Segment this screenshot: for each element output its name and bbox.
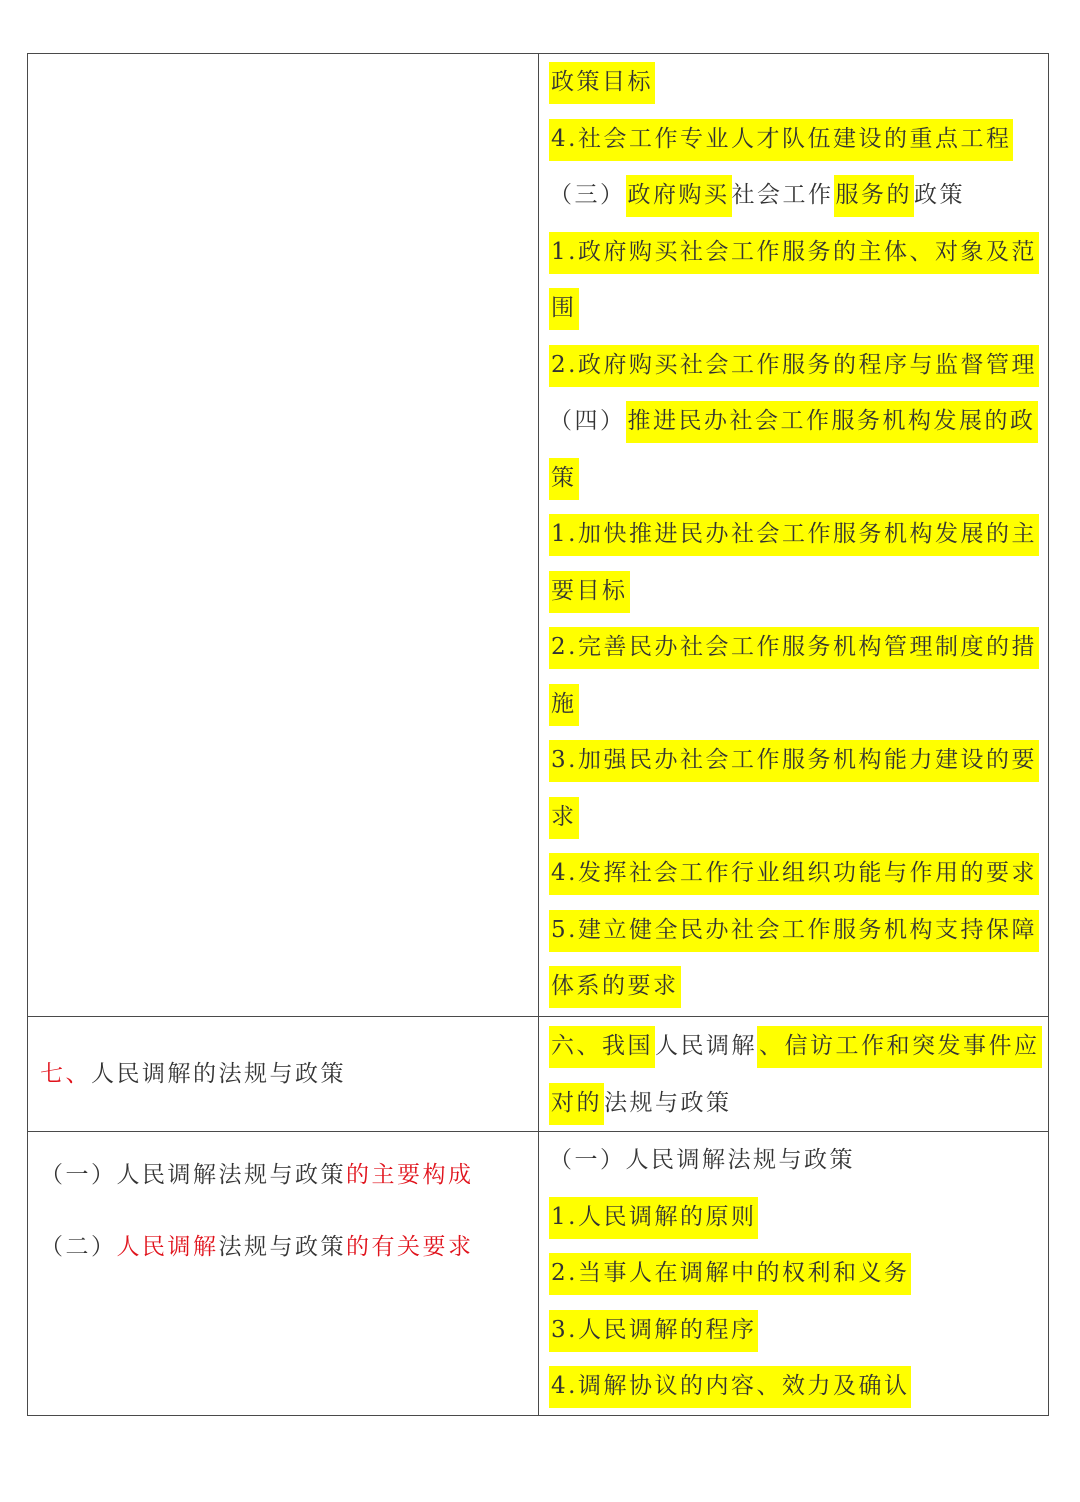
highlighted-text: 策 [549, 458, 579, 500]
plain-text: 政策 [914, 182, 965, 208]
outline-line [549, 958, 1038, 1015]
highlighted-text: 服务的 [834, 175, 915, 217]
outline-line [549, 167, 1038, 224]
left-cell-section-title [28, 1017, 539, 1132]
highlighted-text: 要目标 [549, 571, 630, 613]
outline-line [549, 506, 1038, 563]
outline-line [549, 1018, 1038, 1075]
highlighted-text: 2.政府购买社会工作服务的程序与监督管理 [549, 345, 1039, 387]
outline-line [549, 845, 1038, 902]
highlighted-text: 求 [549, 797, 579, 839]
outline-line [549, 1302, 1038, 1359]
red-text: 七、 [40, 1061, 91, 1087]
outline-line [549, 732, 1038, 789]
outline-line [549, 393, 1038, 450]
highlighted-text: 2.完善民办社会工作服务机构管理制度的措 [549, 627, 1039, 669]
right-cell-policy-list [539, 54, 1049, 1017]
highlighted-text: 推进民办社会工作服务机构发展的政 [626, 401, 1038, 443]
highlighted-text: 3.人民调解的程序 [549, 1310, 758, 1352]
outline-line [549, 902, 1038, 959]
highlighted-text: 1.加快推进民办社会工作服务机构发展的主 [549, 514, 1039, 556]
highlighted-text: 3.加强民办社会工作服务机构能力建设的要 [549, 740, 1039, 782]
subsection-line [40, 1190, 526, 1262]
highlighted-text: 体系的要求 [549, 966, 681, 1008]
plain-text: 人民调解 [655, 1033, 757, 1059]
plain-text: 法规与政策 [604, 1089, 732, 1116]
outline-line [549, 563, 1038, 620]
red-text: 的有关要求 [346, 1234, 474, 1260]
plain-text: （四） [549, 408, 626, 434]
highlighted-text: 1.政府购买社会工作服务的主体、对象及范 [549, 232, 1039, 274]
outline-line [549, 280, 1038, 337]
outline-line [549, 224, 1038, 281]
highlighted-text: 1.人民调解的原则 [549, 1197, 758, 1239]
highlighted-text: 4.社会工作专业人才队伍建设的重点工程 [549, 119, 1013, 161]
outline-line [549, 1245, 1038, 1302]
outline-comparison-table [27, 53, 1049, 1416]
highlighted-text: 施 [549, 684, 579, 726]
left-cell-empty [28, 54, 539, 1017]
highlighted-text: 围 [549, 288, 579, 330]
red-text: 人民调解 [116, 1234, 219, 1260]
right-cell-section-title [539, 1017, 1049, 1132]
highlighted-text: 5.建立健全民办社会工作服务机构支持保障 [549, 910, 1039, 952]
highlighted-text: 政策目标 [549, 62, 655, 104]
outline-line [549, 1132, 1038, 1189]
highlighted-text: 、信访工作和突发事件应 [757, 1026, 1042, 1068]
plain-text: （一）人民调解法规与政策 [40, 1162, 346, 1188]
outline-line [549, 111, 1038, 168]
highlighted-text: 六、我国 [549, 1026, 655, 1068]
outline-line [549, 789, 1038, 846]
outline-line [549, 619, 1038, 676]
plain-text: 法规与政策 [218, 1234, 346, 1260]
outline-line [549, 676, 1038, 733]
plain-text: （三） [549, 182, 626, 208]
section-title [40, 1017, 526, 1131]
subsection-line [40, 1132, 526, 1190]
outline-line [549, 54, 1038, 111]
left-cell-subsections [28, 1132, 539, 1416]
highlighted-text: 4.发挥社会工作行业组织功能与作用的要求 [549, 853, 1039, 895]
highlighted-text: 政府购买 [626, 175, 732, 217]
plain-text: （一）人民调解法规与政策 [549, 1147, 855, 1173]
table-row [28, 1017, 1049, 1132]
table-row [28, 1132, 1049, 1416]
outline-line [549, 1189, 1038, 1246]
red-text: 的主要构成 [346, 1162, 474, 1188]
plain-text: 人民调解的法规与政策 [91, 1061, 346, 1087]
outline-line [549, 1075, 1038, 1132]
plain-text: 社会工作 [731, 182, 834, 208]
plain-text: （二） [40, 1234, 117, 1260]
highlighted-text: 4.调解协议的内容、效力及确认 [549, 1366, 911, 1408]
outline-line [549, 337, 1038, 394]
table-row [28, 54, 1049, 1017]
highlighted-text: 对的 [549, 1083, 604, 1125]
right-cell-subsections [539, 1132, 1049, 1416]
outline-line [549, 450, 1038, 507]
outline-line [549, 1358, 1038, 1415]
highlighted-text: 2.当事人在调解中的权利和义务 [549, 1253, 911, 1295]
